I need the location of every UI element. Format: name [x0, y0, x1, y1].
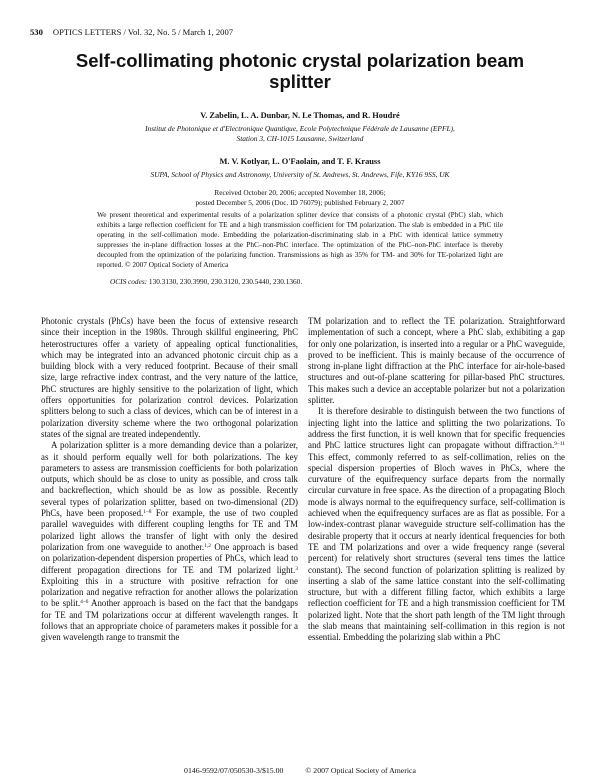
received-dates	[80, 188, 520, 207]
abstract: We present theoretical and experimental results of a polarization splitter device that consists of a photonic crystal (PhC) slab, which exhibits a large reflection coefficient for TE and a high transmission coefficient for TM polarization. The slab is embedded in a PhC tile operating in the self-collimation mode. Embedding the polarization-discriminating slab in a PhC with identical lattice symmetry suppresses the in-plane diffraction losses at the PhC–non-PhC interface. The optimization of the PhC–non-PhC interface is thereby decoupled from the optimization of the polarizing function. Transmissions as high as 35% for TM- and 30% for TE-polarized light are reported. © 2007 Optical Society of America	[97, 210, 503, 269]
right-column	[308, 316, 565, 644]
paper-title	[40, 50, 560, 92]
running-head	[30, 27, 233, 37]
ocis-label: OCIS codes:	[110, 277, 148, 286]
affiliation-1-line-1: Institut de Photonique et d'Electronique Quantique, Ecole Polytechnique Fédérale de Lausanne (EPFL),	[145, 124, 455, 133]
dates-line-2: posted December 5, 2006 (Doc. ID 76079); published February 2, 2007	[195, 197, 405, 207]
ocis-values: 130.3130, 230.3990, 230.3120, 230.5440, 230.1360.	[148, 277, 303, 286]
citation: 1–8	[143, 509, 152, 516]
dates-line-1: Received October 20, 2006; accepted November 18, 2006;	[214, 188, 386, 197]
citation: 4–6	[80, 599, 89, 606]
affiliation-1-line-2: Station 3, CH-1015 Lausanne, Switzerland	[236, 134, 364, 143]
body-paragraph: It is therefore desirable to distinguish between the two functions of injecting light into the lattice and splitting the two polarizations. To address the first function, it is well known that for specific frequencies and PhC lattice structures light can propagate without diffraction.$^{9-11}$ This effect, commonly referred to as self-collimation, relies on the special dispersion properties of Bloch waves in PhCs, where the curvature of the equifrequency surface departs from the normally circular curvature in free space. As the direction of a propagating Bloch mode is always normal to the equifrequency surface, self-collimation is achieved when the equifrequency surfaces are as flat as possible. For a low-index-contrast planar waveguide structure self-collimation has the desirable property that it occurs at nearly identical frequencies for both TE and TM polarizations and over a wide frequency range (several percent) for relatively short structures (several tens times the lattice constant). The second function of polarization splitting is realized by inserting a slab of the same lattice constant into the self-collimating structure, but with a different filling factor, which exhibits a large reflection coefficient for TE and a high transmission coefficient for TM polarized light. Note that the short path length of the TM light through the slab means that maintaining self-collimation in this region is not essential. Embedding the polarizing slab within a PhC	[308, 406, 565, 643]
page-footer	[0, 766, 600, 775]
body-paragraph: TM polarization and to reflect the TE polarization. Straightforward implementation of such a concept, where a PhC slab, exhibiting a gap for only one polarization, is inserted into a regular or a PhC waveguide, proved to be inefficient. This is mainly because of the occurrence of strong in-plane light diffraction at the PhC interface for air-hole-based structures and out-of-plane scattering for pillar-based PhC structures. This makes such a device an acceptable polarizer but not a polarization splitter.	[308, 316, 565, 406]
title-line-1: Self-collimating photonic crystal polarization beam	[75, 50, 525, 71]
left-column	[41, 316, 298, 644]
citation: 3	[295, 565, 298, 572]
title-line-2: splitter	[269, 71, 331, 92]
ocis-codes	[110, 277, 302, 286]
affiliation-2: SUPA, School of Physics and Astronomy, University of St. Andrews, St. Andrews, Fife, KY16 9SS, UK	[150, 170, 450, 179]
footer-copyright: © 2007 Optical Society of America	[305, 766, 416, 775]
citation: 9–11	[554, 441, 565, 448]
body-paragraph: A polarization splitter is a more demanding device than a polarizer, as it should perform equally well for both polarizations. The key parameters to assess are transmission coefficients for both polarization outputs, which should be as close to unity as possible, and cross talk and backreflection, which should be as low as possible. Recently several types of polarization splitter, based on two-dimensional (2D) PhCs, have been proposed.$^{1-8}$ For example, the use of two coupled parallel waveguides with different coupling lengths for TE and TM polarized light allows the transfer of light with only the desired polarization from one waveguide to another.$^{1,2}$ One approach is based on polarization-dependent dispersion properties of PhCs, which lead to different propagation directions for TE and TM polarized light.$^3$ Exploiting this in a structure with positive refraction for one polarization and negative refraction for another allows the polarization to be split.$^{4-6}$ Another approach is based on the fact that the bandgaps for TE and TM polarizations occur at different wavelength ranges. It follows that an appropriate choice of parameters makes it possible for a given wavelength range to transmit the	[41, 440, 298, 643]
author-list-2: M. V. Kotlyar, L. O'Faolain, and T. F. Krauss	[219, 157, 381, 166]
page-number: 530	[30, 27, 43, 37]
citation: 1,2	[204, 542, 211, 549]
body-paragraph: Photonic crystals (PhCs) have been the focus of extensive research since their inception in the 1980s. Through skillful engineering, PhC heterostructures offer a variety of appealing optical functionalities, which may be integrated into an advanced photonic circuit chip as a building block with a very reduced footprint. Because of their small size, large refractive index contrast, and the very nature of the lattice, PhC structures are highly sensitive to the polarization of light, which offers opportunities for polarization control devices. Polarization splitters belong to such a class of devices, which can be of interest in a polarization diversity scheme where the two orthogonal polarization states of the signal are treated independently.	[41, 316, 298, 439]
author-list-1: V. Zabelin, L. A. Dunbar, N. Le Thomas, and R. Houdré	[200, 111, 400, 120]
footer-code: 0146-9592/07/050530-3/$15.00	[184, 766, 284, 775]
journal-info: OPTICS LETTERS / Vol. 32, No. 5 / March 1, 2007	[52, 27, 234, 37]
affiliation-1	[100, 124, 500, 144]
